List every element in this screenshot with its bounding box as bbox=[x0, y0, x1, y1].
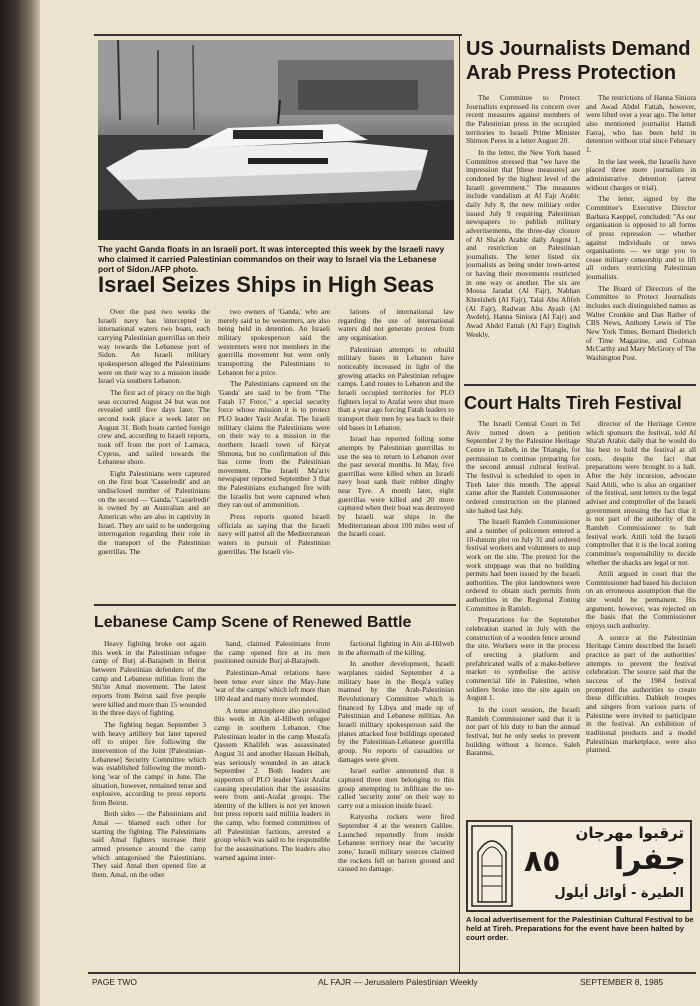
paragraph: Preparations for the September celebration started in July with the construction of a wooden fence around the site. Workers were in the process of erecting a platform and prefabricated walls of a make-believe market to symbolise the active commercial life in Palestine, when soldiers broke into the site again on August 1. bbox=[466, 615, 580, 703]
headline-israel-seizes-ships: Israel Seizes Ships in High Seas bbox=[98, 272, 435, 297]
paragraph: In the last week, the Israelis have placed three more journalists in administrative detention (arrest without charges or trial). bbox=[586, 156, 696, 192]
story2-column-2 bbox=[214, 640, 330, 970]
section-divider bbox=[94, 604, 456, 606]
paragraph: A source at the Palestinian Heritage Centre described the Israeli practice as part of the authorities' attempts to prevent the festival celebration. The source said that the success of the 1984 festival prompted the authorities to create these difficulties. Dabkeh troupes and singers from various parts of Palestine were invited to participate in the festival. An exhibition of traditional products and a model Palestinian marketplace, were also planned. bbox=[586, 632, 696, 755]
paragraph: The Israeli Ramleh Commissioner and a number of policemen entered a 10-dunum plot on July 31 and ordered festival workers and volunteers to stop work on the site. The pretext for the work stoppage was that no building permits had been issued by the Israeli authorities. The plot landowners were ordered to obtain such permits from authorities in the Regional Zoning Committee in Ramleh. bbox=[466, 517, 580, 613]
paragraph: Israel has reported foiling some attempts by Palestinian guerrillas to use the sea to return to Lebanon over the past several months. In May, five guerrillas were killed when an Israeli navy boat sank their rubber dinghy near Tyre. A month later, eight guerrillas were killed and 20 more captured when their boat was destroyed by Israeli war ships in the Mediterranean about 100 miles west of the Israeli coast. bbox=[338, 434, 454, 539]
story1-column-3 bbox=[338, 308, 454, 602]
story3-column-2 bbox=[586, 94, 696, 382]
paragraph: Over the past two weeks the Israeli navy has intercepted in international waters two boats, each carrying Palestinian guerrillas on their way towards the Lebanese port of Sidon. An Israeli military spokesperson alleged the Palestinians were on their way to a mission inside Israel via southern Lebanon. bbox=[98, 308, 210, 386]
paragraph: In the court session, the Israeli Ramleh Commissioner said that it is not part of his duty to ban the annual festival, but he only seeks to prevent building without a licence. Saleh Barannsi, bbox=[466, 705, 580, 758]
paragraph: In another development, Israeli warplanes raided September 4 a military base in the Beqa'a valley manned by the Arab-Palestinian Revolutionary Committee which is financed by Libya and made up of Palestinian and Lebanese militias. An Israeli military spokesperson said the planes attacked four buildings operated by the Palestinian-Lebanese guerrilla group. No reports of casualties or damages were given. bbox=[338, 659, 454, 764]
ad-arabic-top: ترقبوا مهرجان bbox=[575, 824, 684, 842]
story1-column-2 bbox=[218, 308, 330, 602]
paragraph: The letter, signed by the Committee's Executive Director Barbara Kaeppel, concluded: "As our organisation is opposed to all forms of press repression — whether against individuals or news organisations — we urge you to cease military censorship and to lift all orders restricting Palestinian journalists. bbox=[586, 194, 696, 282]
paragraph: Katyusha rockets were fired September 4 at the western Galilee. Launched reportedly from inside Lebanese territory near the 'security zone,' Israeli military sources claimed the rockets fell on barren ground and caused no damage. bbox=[338, 812, 454, 874]
advertisement-caption: A local advertisement for the Palestinian Cultural Festival to be held at Tireh. Preparations for the event have been halted by court order. bbox=[466, 915, 694, 942]
paragraph: factional fighting in Ain al-Hilweh in the aftermath of the killing. bbox=[338, 640, 454, 657]
paragraph: Both sides — the Palestinians and Amal — blamed each other for starting the fighting. The Palestinians said Amal fighters increase their armed presence around the camp which antagonised the Palestinians. They said Amal then opened fire at them. Amal, on the other bbox=[92, 809, 206, 880]
story2-column-3 bbox=[338, 640, 454, 970]
ad-arabic-bottom: الطيرة - أوائل أيلول bbox=[554, 886, 684, 901]
paragraph: The Palestinians captured on the 'Ganda' are said to be from "The Fatah 17 Force," a special security force whose mission it is to protect PLO leader Yasir Arafat. The Israeli military claims the Palestinians were on their way to a mission in the northern Israeli town of Kiryat Shmona, but no confirmation of this has come from the Palestinian movement. The Israeli Ma'ariv newspaper reported September 3 that the Palestinians exchanged fire with the Israelis but were captured when they ran out of ammunition. bbox=[218, 379, 330, 510]
photo-caption: The yacht Ganda floats in an Israeli port. It was intercepted this week by the Israeli navy who claimed it carried Palestinian commandos on their way to Israel via the Lebanese port of Sidon./AFP photo. bbox=[98, 244, 445, 274]
paragraph: Israel earlier announced that it captured three men belonging to this group attempting to infiltrate the so-called 'security zone' on their way to carry out a mission inside Israel. bbox=[338, 766, 454, 810]
paragraph: The fighting began September 3 with heavy artillery but later tapered off to sniper fire following the intervention of the Joint [Palestinian-Lebanese] Security Committee which was established following the month-long 'war of the camps' in June. The situation, however, remained tense and explosive, according to press reports from Beirut. bbox=[92, 719, 206, 807]
paragraph: Attili argued in court that the Commissioner had based his decision on an erroneous assumption that the site would be permanent. His argument, however, was rejected on the basis that the Commissioner enjoys such authority. bbox=[586, 569, 696, 631]
headline-arab-press: Arab Press Protection bbox=[466, 62, 677, 84]
story2-column-1 bbox=[92, 640, 206, 970]
paragraph: two owners of 'Ganda,' who are merely said to be westerners, are also being held in detention. An Israeli military spokesperson said the westerners were not members in the guerrilla movement but were only transporting the Palestinians to Lebanon for a price. bbox=[218, 308, 330, 377]
paragraph: The restrictions of Hanna Siniora and Awad Abdel Fattah, however, were lifted over a year ago. The letter also mentioned journalist Hamdi Farraj, who has been held in detention without trial since February 1. bbox=[586, 94, 696, 154]
column-divider bbox=[459, 34, 460, 974]
section-divider-right bbox=[464, 384, 696, 386]
paragraph: A tense atmosphere also prevailed this week in Ain al-Hilweh refugee camp in southern Lebanon. One Palestinian leader in the camp Mustafa Qassem Khalifeh was assassinated August 31 and another Hassan Heibah, was seriously wounded in an attack September 2. Both leaders are supporters of PLO leader Yasir Arafat causing speculation that the assassins were from anti-Arafat groups. The identity of the killers is not yet known but press reports said militia leaders in the camp, who formed committees of all Palestinian factions, arrested a group which was said to be responsible for the assassinations. The leaders also warned against inter- bbox=[214, 705, 330, 862]
yacht-illustration bbox=[98, 40, 454, 240]
paragraph: Palestinian attempts to rebuild military bases in Lebanon have noticeably increased in light of the growing attacks on Palestinian refugee camps. Land routes to Lebanon and the Israeli occupied territories for PLO fighters loyal to Arafat were shut more than a year ago forcing Fatah leaders to transport their men by sea back to their old bases in Lebanon. bbox=[338, 344, 454, 432]
festival-advertisement bbox=[466, 820, 692, 912]
paragraph: Press reports quoted Israeli officials as saying that the Israeli navy will patrol all the Mediterranean waters in pursuit of Palestinian guerrillas. The Israeli vio- bbox=[218, 512, 330, 556]
headline-lebanese-camp: Lebanese Camp Scene of Renewed Battle bbox=[94, 614, 412, 631]
paragraph: Heavy fighting broke out again this week in the Palestinian refugee camp of Burj al-Barajneh in Beirut between Palestinian defenders of the camp and Lebanese militias from the Shi'ite Amal movement. The latest reports from Beirut said five people were killed and more than 15 wounded in the three days of fighting. bbox=[92, 640, 206, 718]
story1-column-1 bbox=[98, 308, 210, 602]
footer-page-number: PAGE TWO bbox=[92, 977, 138, 987]
ad-arabic-big: جفرا bbox=[613, 842, 686, 877]
paragraph: director of the Heritage Centre which sponsors the festival, told Al Sha'ab Arabic daily that he would do his best to hold the festival at all costs, despite the fact that preparations were brought to a halt. After the July incursion, advocate Said Attili, who is also an organiser of the festival, sent letters to the legal adviser and comptroller of the Israeli government stressing the fact that it is not part of the authority of the Ramleh Commissioner to halt festival work. Attili told the Israeli comptroller that it is the local zoning committee's responsibility to decide whether the shacks are legal or not. bbox=[586, 420, 696, 567]
top-rule bbox=[94, 34, 462, 36]
headline-court-halts: Court Halts Tireh Festival bbox=[464, 393, 682, 413]
footer-publication: AL FAJR — Jerusalem Palestinian Weekly bbox=[318, 977, 478, 987]
story3-column-1 bbox=[466, 94, 580, 382]
paragraph: hand, claimed Palestinians from the camp opened fire at its men positioned outside Burj al-Barajneh. bbox=[214, 640, 330, 666]
paragraph: Palestinian-Amal relations have been tense ever since the May-June 'war of the camps' which left more than 100 dead and many more wounded. bbox=[214, 667, 330, 703]
footer-rule bbox=[88, 972, 696, 974]
paragraph: The Israeli Central Court in Tel Aviv turned down a petition September 2 by the Palestine Heritage Centre in Taibeh, in the Triangle, for permission to continue preparing for the second annual cultural festival. The festival is scheduled to open in Tireh later this month. The appeal came after the Ramleh Commissioner ordered construction on the planned site halted last July. bbox=[466, 420, 580, 515]
yacht-photo bbox=[98, 40, 454, 240]
story4-column-2 bbox=[586, 420, 696, 816]
paragraph: In the letter, the New York based Committee stressed that "we have the impression that [these measures] are condoned by the highest level of the Israeli government." The measures include vandalism at Al Fajr Arabic daily July 8, the new military order issued July 9 requiring Palestinian newspapers to publish military advertisements, the three-day closure of Al Sha'ab Arabic daily August 1, and restriction on Palestinian journalists. The letter listed six journalists as being under town-arrest or having their movements restricted in one way or another. The six are Mousa Jaradat (Al Fajr), Nabhan Khreisheh (Al Fajr), Talal Abu Afifeh (Al Fajr), Radwan Abu Ayash (Al Awdeh), Hanna Siniora (Al Fajr) and Awad Abdel Fattah (Al Fajr) English Weekly. bbox=[466, 147, 580, 339]
book-binding bbox=[0, 0, 40, 1006]
footer-date: SEPTEMBER 8, 1985 bbox=[580, 977, 664, 987]
story4-column-1 bbox=[466, 420, 580, 816]
paragraph: The Committee to Protect Journalists expressed its concern over recent measures against members of the Palestinian press in the occupied territories to Israeli Prime Minister Shimon Peres in a letter August 20. bbox=[466, 94, 580, 146]
paragraph: lations of international law regarding the use of international waters did not generate protest from any organisation. bbox=[338, 308, 454, 342]
paragraph: The first act of piracy on the high seas occurred August 24 but was not revealed until five days later. The second took place a week later on August 31. Both boats carried foreign crew and, according to Israeli reports, took off from the port of Larnaca, Cyprus, and sailed towards the Lebanese shore. bbox=[98, 387, 210, 467]
paragraph: The Board of Directors of the Committee to Protect Journalists includes such distinguished names as Walter Cronkite and Dan Rather of CBS News, Anthony Lewis of The New York Times, Bernard Diederich of Time Magazine, and Colman McCarthy and Mary McGrory of The Washington Post. bbox=[586, 283, 696, 363]
paragraph: Eight Palestinians were captured on the first boat 'Casselredit' and an undisclosed number of Palestinians on the second — 'Ganda.' 'Casselredit' is owned by an Australian and an American who are also in captivity in Israel. They are said to be undergoing interrogation regarding their role in the transport of the Palestinian guerrillas. The bbox=[98, 468, 210, 556]
headline-us-journalists: US Journalists Demand bbox=[466, 38, 691, 60]
ad-number: ٨٥ bbox=[524, 844, 561, 879]
